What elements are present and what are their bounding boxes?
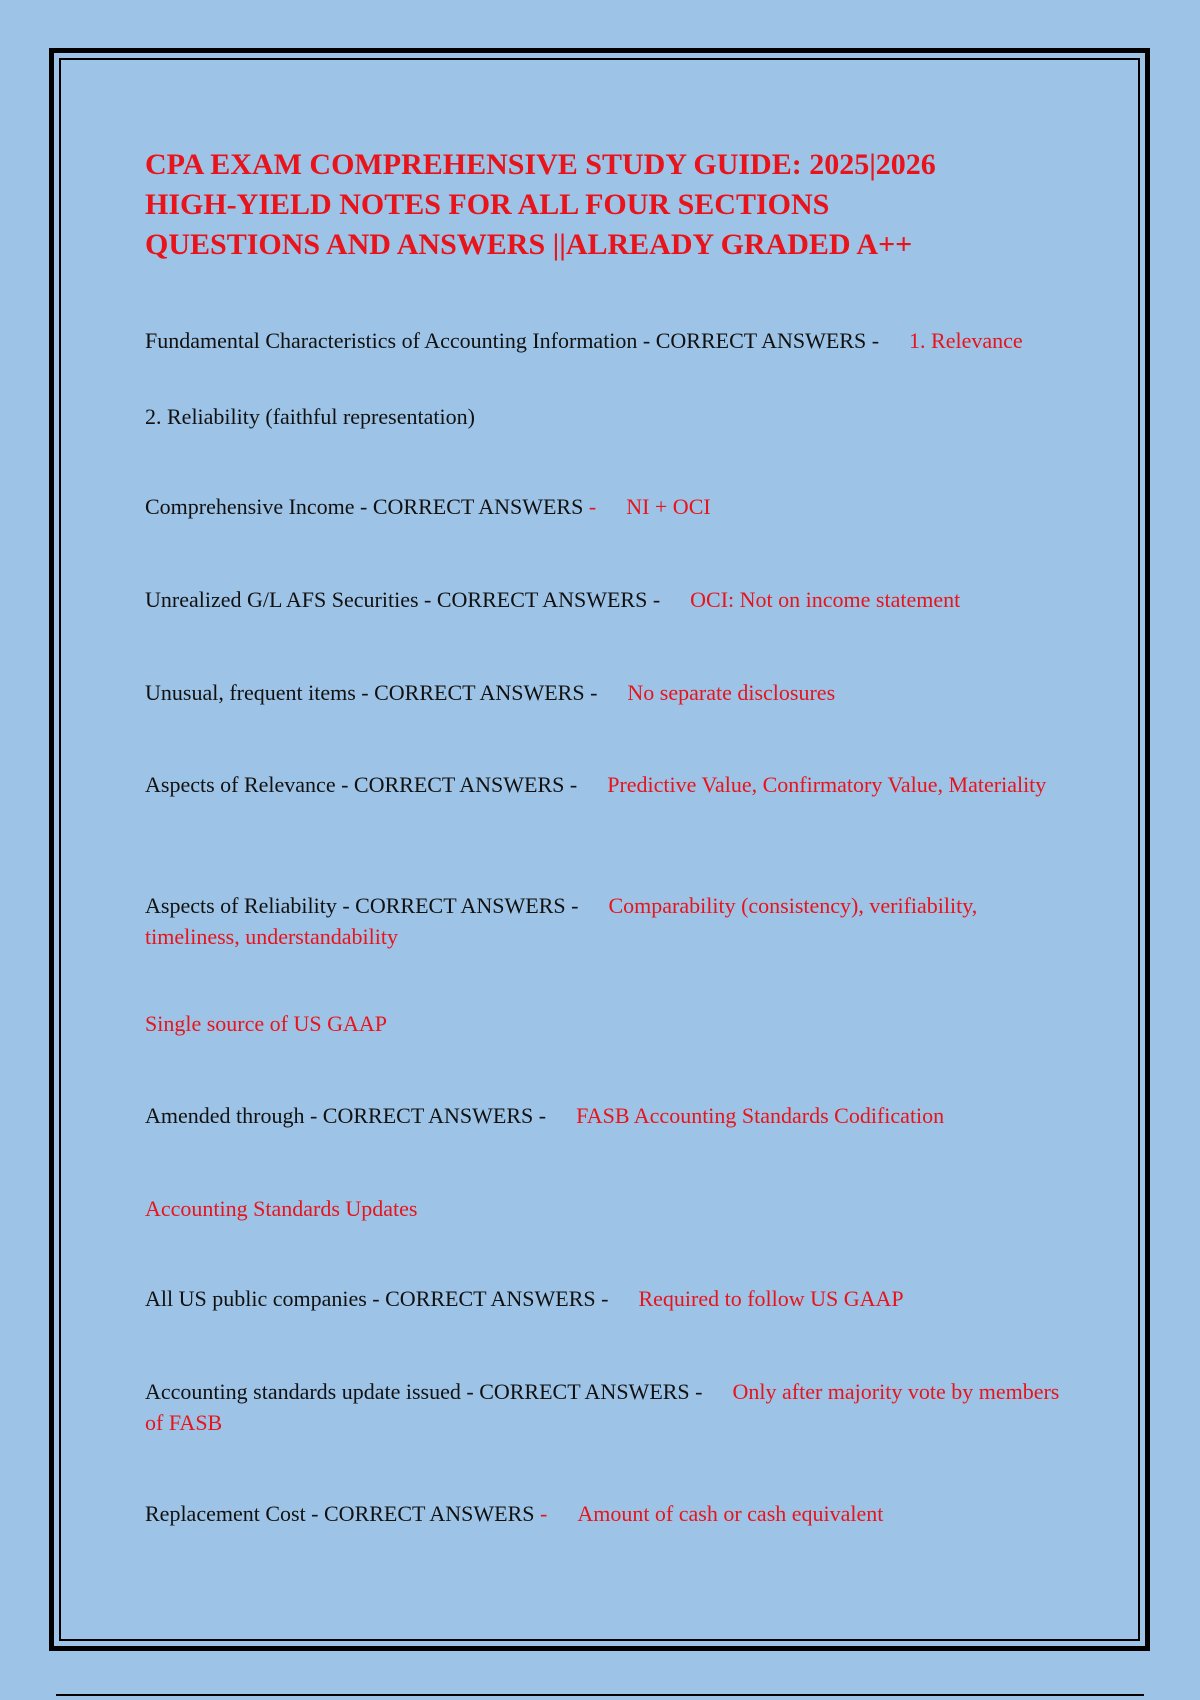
qa-item-replacement-cost — [145, 1498, 1065, 1529]
title-line-3: QUESTIONS AND ANSWERS ||ALREADY GRADED A++ — [145, 228, 913, 261]
qa-term: Unrealized G/L AFS Securities - CORRECT ANSWERS - — [145, 587, 661, 612]
qa-term: Unusual, frequent items - CORRECT ANSWERS - — [145, 680, 598, 705]
qa-answer: Single source of US GAAP — [145, 1011, 387, 1036]
footer-rule — [56, 1694, 1144, 1696]
qa-item-reliability — [145, 401, 1065, 432]
qa-term: All US public companies - CORRECT ANSWERS - — [145, 1286, 609, 1311]
qa-answer: FASB Accounting Standards Codification — [576, 1103, 945, 1128]
qa-term: Comprehensive Income - CORRECT ANSWERS — [145, 494, 589, 519]
document-body — [145, 145, 1065, 1526]
qa-item-standards-update-issued — [145, 1376, 1065, 1438]
title-line-1: CPA EXAM COMPREHENSIVE STUDY GUIDE: 2025|2026 — [145, 148, 936, 181]
qa-item-single-source — [145, 1008, 1065, 1039]
qa-item-aspects-relevance — [145, 769, 1065, 800]
qa-term: Fundamental Characteristics of Accounting Information - CORRECT ANSWERS - — [145, 328, 880, 353]
qa-item-unrealized-gl — [145, 584, 1065, 615]
qa-answer: NI + OCI — [626, 494, 711, 519]
qa-answer: OCI: Not on income statement — [690, 587, 961, 612]
qa-item-unusual-frequent — [145, 677, 1065, 708]
qa-dash: - — [539, 1501, 548, 1526]
qa-term: Replacement Cost - CORRECT ANSWERS — [145, 1501, 540, 1526]
qa-answer: Predictive Value, Confirmatory Value, Materiality — [607, 772, 1047, 797]
document-title — [145, 145, 1065, 265]
qa-answer: 1. Relevance — [909, 328, 1023, 353]
qa-term: Amended through - CORRECT ANSWERS - — [145, 1103, 547, 1128]
qa-answer: Amount of cash or cash equivalent — [577, 1501, 884, 1526]
qa-item-comprehensive-income — [145, 491, 1065, 522]
qa-answer: Only after majority vote by members of FASB — [145, 1379, 1060, 1435]
title-line-2: HIGH-YIELD NOTES FOR ALL FOUR SECTIONS — [145, 188, 830, 221]
qa-term: Accounting standards update issued - CORRECT ANSWERS - — [145, 1379, 703, 1404]
qa-answer: Comparability (consistency), verifiability, timeliness, understandability — [145, 893, 978, 949]
qa-item-amended-through — [145, 1100, 1065, 1131]
qa-dash: - — [588, 494, 597, 519]
qa-answer: Accounting Standards Updates — [145, 1196, 418, 1221]
qa-item-standards-updates — [145, 1193, 1065, 1224]
qa-term: Aspects of Reliability - CORRECT ANSWERS - — [145, 893, 579, 918]
qa-term: 2. Reliability (faithful representation) — [145, 404, 475, 429]
qa-item-public-companies — [145, 1283, 1065, 1314]
qa-term: Aspects of Relevance - CORRECT ANSWERS - — [145, 772, 578, 797]
qa-item-fundamental-characteristics — [145, 325, 1065, 356]
qa-answer: No separate disclosures — [627, 680, 836, 705]
qa-item-aspects-reliability — [145, 890, 1065, 952]
qa-answer: Required to follow US GAAP — [638, 1286, 904, 1311]
